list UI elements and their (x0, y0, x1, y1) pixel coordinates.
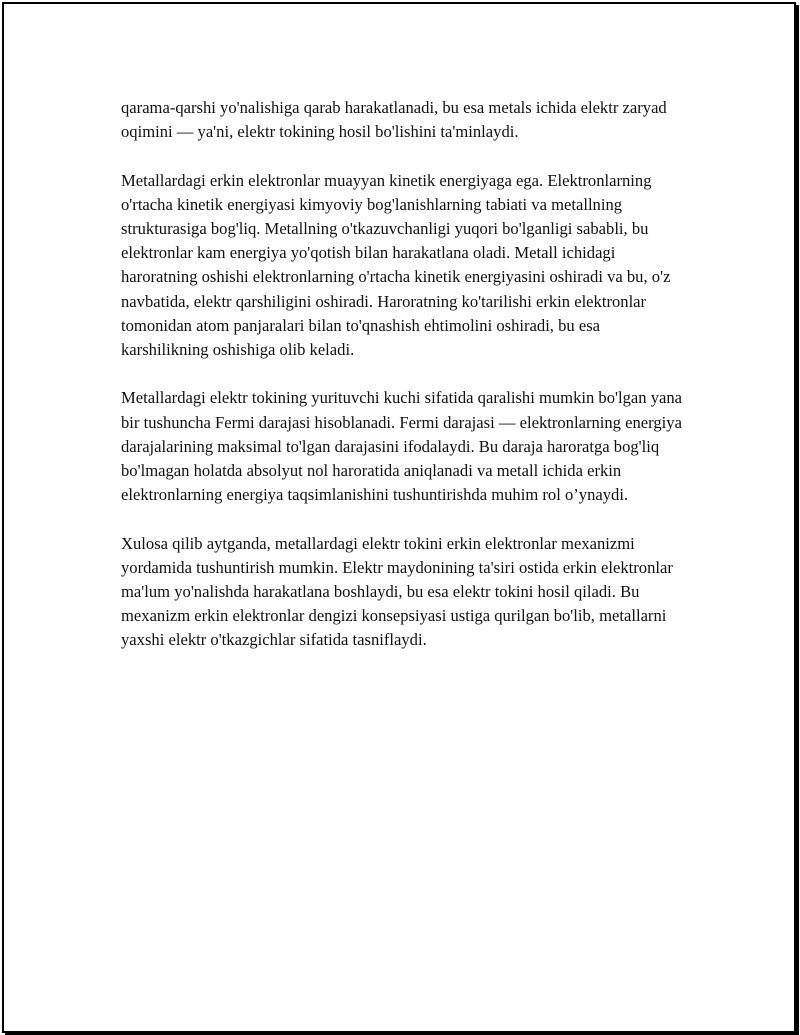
paragraph-2: Metallardagi erkin elektronlar muayyan kinetik energiyaga ega. Elektronlarning o'rtacha kinetik energiyasi kimyoviy bog'lanishlarning tabiati va metallning strukturasiga bog'liq. Metallning o'tkazuvchanligi yuqori bo'lganligi sababli, bu elektronlar kam energiya yo'qotish bilan harakatlana oladi. Metall ichidagi haroratning oshishi elektronlarning o'rtacha kinetik energiyasini oshiradi va bu, o'z navbatida, elektr qarshiligini oshiradi. Haroratning ko'tarilishi erkin elektronlar tomonidan atom panjaralari bilan to'qnashish ehtimolini oshiradi, bu esa karshilikning oshishiga olib keladi. (121, 170, 671, 360)
paragraph-4: Xulosa qilib aytganda, metallardagi elektr tokini erkin elektronlar mexanizmi yordamida tushuntirish mumkin. Elektr maydonining ta'siri ostida erkin elektronlar ma'lum yo'nalishda harakatlana boshlaydi, bu esa elektr tokini hosil qiladi. Bu mexanizm erkin elektronlar dengizi konsepsiyasi ustiga qurilgan bo'lib, metallarni yaxshi elektr o'tkazgichlar sifatida tasniflaydi. (121, 533, 673, 650)
document-body (121, 96, 691, 677)
paragraph-3: Metallardagi elektr tokining yurituvchi kuchi sifatida qaralishi mumkin bo'lgan yana bir tushuncha Fermi darajasi hisoblanadi. Fermi darajasi — elektronlarning energiya darajalarining maksimal to'lgan darajasini ifodalaydi. Bu daraja haroratga bog'liq bo'lmagan holatda absolyut nol haroratida aniqlanadi va metall ichida erkin elektronlarning energiya taqsimlanishini tushuntirishda muhim rol o’ynaydi. (121, 388, 683, 505)
paragraph-1: qarama-qarshi yo'nalishiga qarab harakatlanadi, bu esa metals ichida elektr zaryad oqimini — ya'ni, elektr tokining hosil bo'lishini ta'minlaydi. (121, 98, 667, 142)
page-frame (2, 2, 796, 1033)
